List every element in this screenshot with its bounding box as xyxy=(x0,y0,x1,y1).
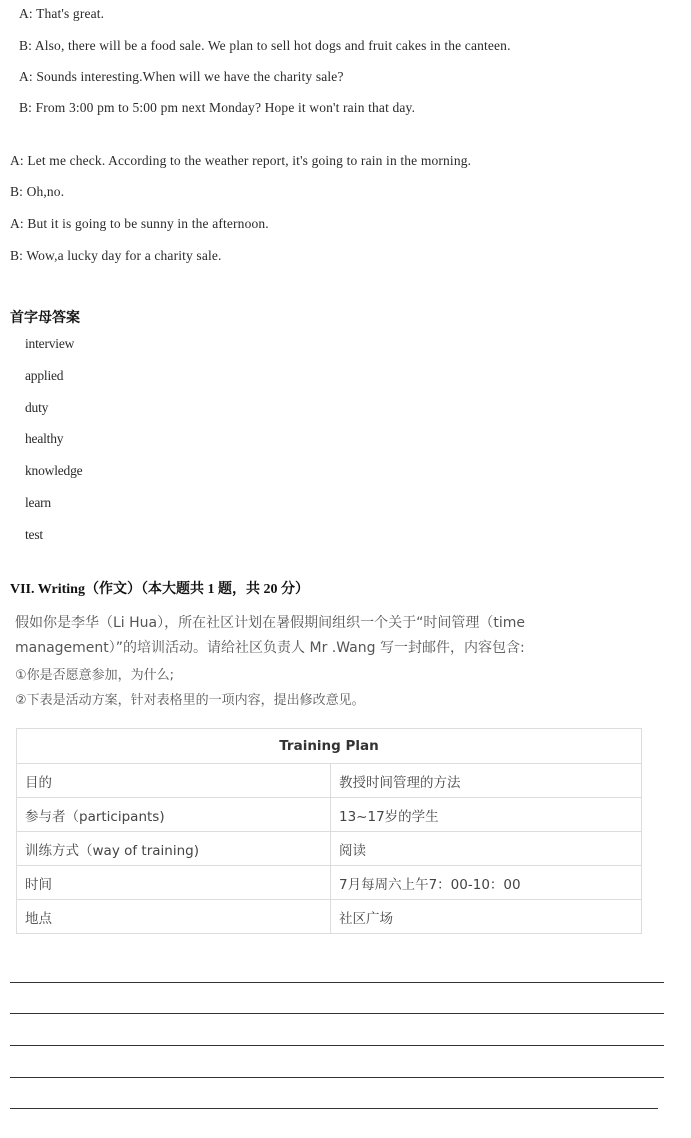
table-row xyxy=(17,866,642,900)
table-cell: 参与者（participants) xyxy=(17,798,331,832)
table-cell: 训练方式（way of training) xyxy=(17,832,331,866)
answer-word: duty xyxy=(25,400,49,415)
training-plan-table xyxy=(16,728,642,934)
table-cell: 目的 xyxy=(17,764,331,798)
dialogue-line: B: From 3:00 pm to 5:00 pm next Monday? Hope it won't rain that day. xyxy=(19,100,416,115)
answer-word: test xyxy=(25,527,43,542)
prompt-line: ②下表是活动方案，针对表格里的一项内容，提出修改意见。 xyxy=(15,693,365,708)
table-cell: 社区广场 xyxy=(331,900,642,934)
table-row xyxy=(17,764,642,798)
table-cell: 阅读 xyxy=(331,832,642,866)
writing-line xyxy=(10,1045,664,1046)
prompt-line: ①你是否愿意参加，为什么; xyxy=(15,668,175,683)
table-header-row xyxy=(17,729,642,764)
writing-line xyxy=(10,982,664,983)
answer-word: applied xyxy=(25,368,64,383)
dialogue-line: B: Oh,no. xyxy=(10,184,65,199)
table-cell: 教授时间管理的方法 xyxy=(331,764,642,798)
table-cell: 7月每周六上午7：00-10：00 xyxy=(331,866,642,900)
dialogue-line: A: Sounds interesting.When will we have the charity sale? xyxy=(19,69,344,84)
answer-word: interview xyxy=(25,336,75,351)
dialogue-line: B: Wow,a lucky day for a charity sale. xyxy=(10,248,222,263)
dialogue-line: A: Let me check. According to the weather report, it's going to rain in the morning. xyxy=(10,153,472,168)
prompt-line: management）”的培训活动。请给社区负责人 Mr .Wang 写一封邮件，内容包含: xyxy=(15,640,525,656)
table-title: Training Plan xyxy=(17,729,642,764)
dialogue-line: A: That's great. xyxy=(19,6,105,21)
writing-heading: VII. Writing（作文）（本大题共 1 题，共 20 分） xyxy=(10,582,309,597)
table-cell: 时间 xyxy=(17,866,331,900)
table-row xyxy=(17,900,642,934)
answer-word: learn xyxy=(25,495,51,510)
dialogue-line: A: But it is going to be sunny in the afternoon. xyxy=(10,216,269,231)
writing-line xyxy=(10,1013,664,1014)
dialogue-line: B: Also, there will be a food sale. We plan to sell hot dogs and fruit cakes in the canteen. xyxy=(19,38,511,53)
writing-line xyxy=(10,1108,658,1109)
table-row xyxy=(17,798,642,832)
prompt-line: 假如你是李华（Li Hua），所在社区计划在暑假期间组织一个关于“时间管理（time xyxy=(15,615,526,631)
answers-heading: 首字母答案 xyxy=(10,311,80,326)
table-row xyxy=(17,832,642,866)
writing-line xyxy=(10,1077,664,1078)
table-cell: 13~17岁的学生 xyxy=(331,798,642,832)
table-cell: 地点 xyxy=(17,900,331,934)
answer-word: healthy xyxy=(25,431,64,446)
answer-word: knowledge xyxy=(25,463,83,478)
